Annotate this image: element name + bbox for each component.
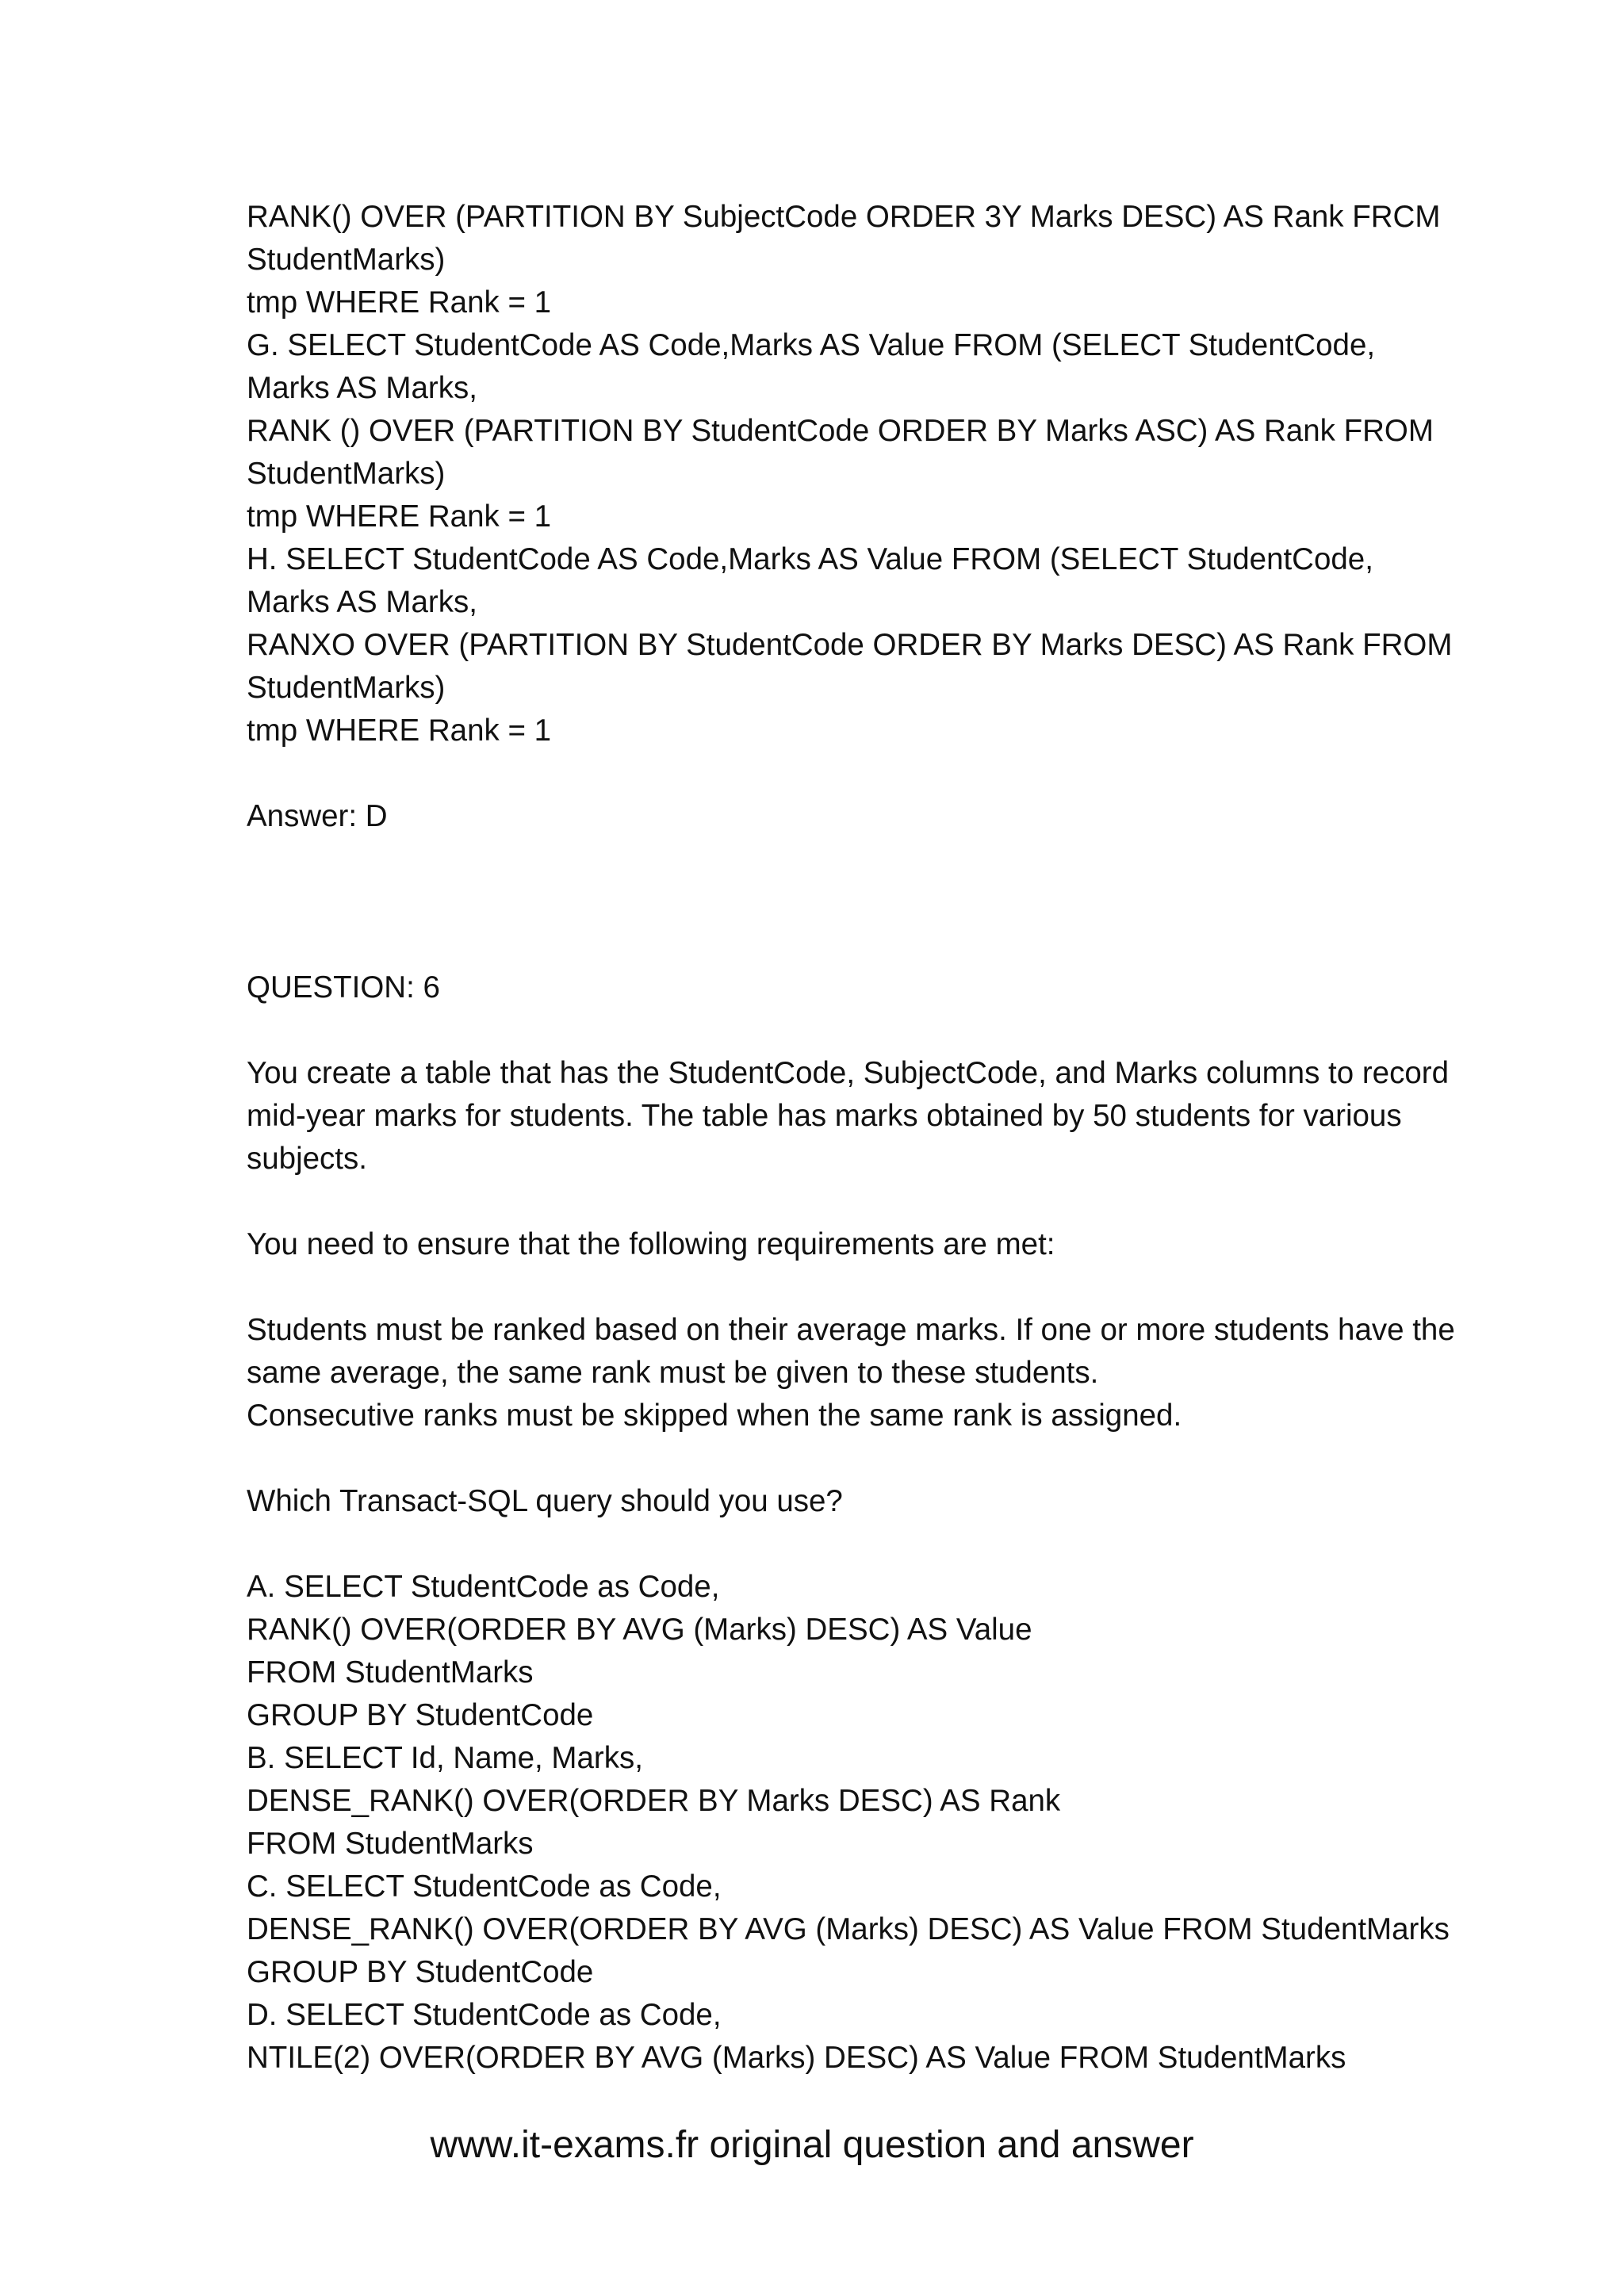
requirements-list — [247, 1309, 1455, 1437]
text-line: You create a table that has the StudentCode, SubjectCode, and Marks columns to record — [247, 1056, 1449, 1090]
option-a-line: A. SELECT StudentCode as Code, — [247, 1570, 720, 1604]
text-line: RANXO OVER (PARTITION BY StudentCode ORDER BY Marks DESC) AS Rank FROM — [247, 628, 1453, 662]
text-line: Marks AS Marks, — [247, 371, 477, 405]
text-line: FROM StudentMarks — [247, 1827, 534, 1861]
option-g-line: G. SELECT StudentCode AS Code,Marks AS Value FROM (SELECT StudentCode, — [247, 328, 1376, 362]
text-line: DENSE_RANK() OVER(ORDER BY AVG (Marks) DESC) AS Value FROM StudentMarks — [247, 1912, 1450, 1946]
option-c-line: C. SELECT StudentCode as Code, — [247, 1869, 722, 1904]
text-line: subjects. — [247, 1142, 367, 1176]
text-line: DENSE_RANK() OVER(ORDER BY Marks DESC) AS Rank — [247, 1784, 1061, 1818]
text-line: tmp WHERE Rank = 1 — [247, 714, 552, 748]
spacer — [247, 1266, 1404, 1309]
spacer — [247, 1437, 1404, 1480]
requirement-line: Students must be ranked based on their average marks. If one or more students have the — [247, 1313, 1455, 1347]
spacer — [247, 1009, 1404, 1052]
requirement-line: same average, the same rank must be given to these students. — [247, 1356, 1099, 1390]
text-line: RANK() OVER(ORDER BY AVG (Marks) DESC) AS Value — [247, 1613, 1032, 1647]
page-footer: www.it-exams.fr original question and answer — [430, 2124, 1194, 2166]
text-line: RANK() OVER (PARTITION BY SubjectCode ORDER 3Y Marks DESC) AS Rank FRCM — [247, 200, 1441, 234]
page-content — [247, 196, 1455, 2080]
spacer — [247, 752, 1404, 795]
text-line: mid-year marks for students. The table has marks obtained by 50 students for various — [247, 1099, 1402, 1133]
previous-answer: Answer: D — [247, 799, 388, 833]
requirements-intro: You need to ensure that the following requirements are met: — [247, 1227, 1055, 1261]
text-line: tmp WHERE Rank = 1 — [247, 285, 552, 320]
previous-question-tail — [247, 196, 1453, 752]
text-line: Marks AS Marks, — [247, 585, 477, 619]
question-heading: QUESTION: 6 — [247, 970, 440, 1004]
text-line: tmp WHERE Rank = 1 — [247, 499, 552, 534]
text-line: RANK () OVER (PARTITION BY StudentCode ORDER BY Marks ASC) AS Rank FROM — [247, 414, 1434, 448]
question-prompt: Which Transact-SQL query should you use? — [247, 1484, 843, 1518]
text-line: StudentMarks) — [247, 243, 446, 277]
spacer — [247, 1523, 1404, 1566]
text-line: NTILE(2) OVER(ORDER BY AVG (Marks) DESC) AS Value FROM StudentMarks — [247, 2041, 1346, 2075]
requirement-line: Consecutive ranks must be skipped when the same rank is assigned. — [247, 1399, 1182, 1433]
option-h-line: H. SELECT StudentCode AS Code,Marks AS Value FROM (SELECT StudentCode, — [247, 542, 1373, 576]
text-line: StudentMarks) — [247, 457, 446, 491]
text-line: GROUP BY StudentCode — [247, 1955, 594, 1989]
text-line: GROUP BY StudentCode — [247, 1698, 594, 1732]
spacer — [247, 1181, 1404, 1223]
question-intro — [247, 1052, 1449, 1181]
text-line: FROM StudentMarks — [247, 1655, 534, 1689]
option-b-line: B. SELECT Id, Name, Marks, — [247, 1741, 643, 1775]
answer-options — [247, 1566, 1450, 2080]
option-d-line: D. SELECT StudentCode as Code, — [247, 1998, 722, 2032]
spacer — [247, 838, 1404, 966]
text-line: StudentMarks) — [247, 671, 446, 705]
